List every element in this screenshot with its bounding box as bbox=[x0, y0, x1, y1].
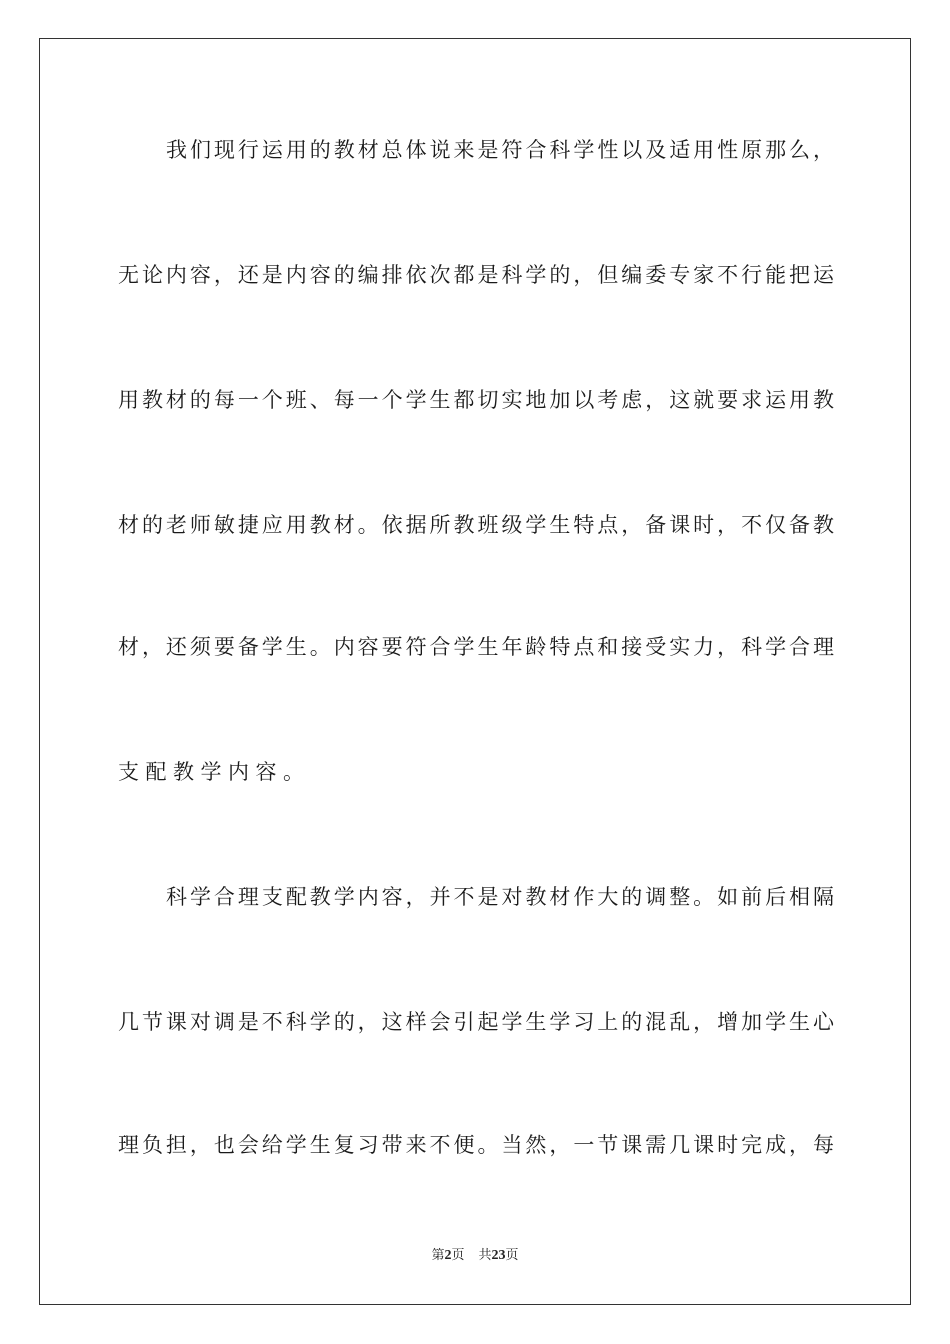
paragraph-1-line-1: 我们现行运用的教材总体说来是符合科学性以及适用性原那么， bbox=[166, 138, 834, 162]
footer-page-suffix: 页 bbox=[451, 1248, 465, 1263]
footer-page-prefix: 第 bbox=[431, 1248, 445, 1263]
paragraph-2-line-2: 几节课对调是不科学的，这样会引起学生学习上的混乱，增加学生心 bbox=[118, 1010, 834, 1034]
footer-page-number: 2 bbox=[444, 1248, 452, 1263]
paragraph-1-line-4: 材的老师敏捷应用教材。依据所教班级学生特点，备课时，不仅备教 bbox=[118, 513, 834, 537]
footer-total-prefix: 共 bbox=[478, 1248, 492, 1263]
paragraph-1-line-3: 用教材的每一个班、每一个学生都切实地加以考虑，这就要求运用教 bbox=[118, 388, 834, 412]
page-footer bbox=[0, 1248, 950, 1264]
paragraph-1-line-5: 材，还须要备学生。内容要符合学生年龄特点和接受实力，科学合理 bbox=[118, 635, 834, 659]
footer-total-pages: 23 bbox=[491, 1248, 506, 1263]
paragraph-2-line-1: 科学合理支配教学内容，并不是对教材作大的调整。如前后相隔 bbox=[166, 885, 834, 909]
paragraph-1-line-6: 支配教学内容。 bbox=[118, 760, 311, 784]
paragraph-2-line-3: 理负担，也会给学生复习带来不便。当然，一节课需几课时完成，每 bbox=[118, 1133, 834, 1157]
paragraph-1-line-2: 无论内容，还是内容的编排依次都是科学的，但编委专家不行能把运 bbox=[118, 263, 834, 287]
footer-total-suffix: 页 bbox=[505, 1248, 519, 1263]
page-border bbox=[39, 38, 911, 1305]
